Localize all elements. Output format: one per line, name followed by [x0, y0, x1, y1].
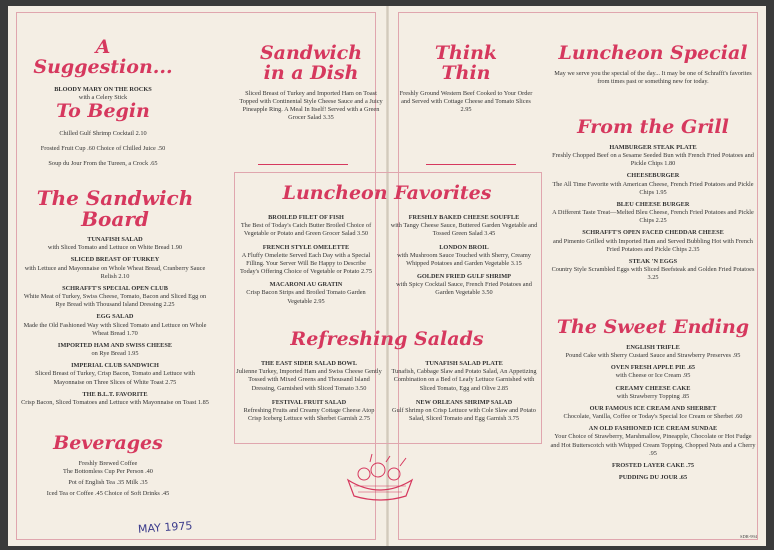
favorites-right-column	[390, 214, 538, 303]
special-title: Luncheon Special	[558, 42, 748, 64]
suggestion-item: BLOODY MARY ON THE ROCKS	[54, 85, 152, 93]
favorites-left-column	[236, 214, 376, 311]
menu-item	[236, 281, 376, 306]
salads-right-column	[390, 360, 538, 429]
menu-item-name: IMPORTED HAM AND SWISS CHEESE	[57, 341, 173, 349]
menu-item-name: THE B.L.T. FAVORITE	[82, 390, 148, 398]
handwritten-note: MAY 1975	[137, 519, 193, 536]
menu-item	[550, 201, 756, 226]
menu-item-name: FRENCH STYLE OMELETTE	[262, 243, 350, 251]
menu-item-name: HAMBURGER STEAK PLATE	[609, 143, 697, 151]
menu-item-name: MACARONI AU GRATIN	[269, 281, 343, 289]
menu-item-name: CREAMY CHEESE CAKE	[615, 384, 691, 392]
menu-item	[390, 244, 538, 269]
menu-item-name: CHEESEBURGER	[626, 172, 680, 180]
menu-item	[550, 172, 756, 197]
menu-item-name: BLEU CHEESE BURGER	[616, 200, 690, 208]
menu-item-desc: and Pimento Grilled with Imported Ham and Served Bubbling Hot with French Fried Potatoes and Pickle Chips 2.35	[553, 237, 753, 253]
beverages-title: Beverages	[53, 432, 163, 454]
menu-item-name: GOLDEN FRIED GULF SHRIMP	[416, 273, 512, 281]
menu-item-desc: Pound Cake with Sherry Custard Sauce and Strawberry Preserves .95	[565, 352, 741, 360]
sandwich-dish-desc: Sliced Breast of Turkey and Imported Ham on Toast Topped with Continental Style Cheese Sauce and a Juicy Pineapple Ring. A Meal In Itself! Served with a Green Grocer Salad 3.35	[239, 89, 383, 122]
menu-item	[550, 364, 756, 380]
menu-item-desc: with Mushroom Sauce Touched with Sherry, Creamy Whipped Potatoes and Garden Vegetable 3.15	[397, 251, 531, 267]
menu-item	[550, 385, 756, 401]
beverages-line-1: Freshly Brewed Coffee	[78, 459, 138, 467]
menu-item-name: TUNAFISH SALAD PLATE	[425, 360, 503, 367]
menu-item	[550, 258, 756, 283]
menu-item	[20, 285, 210, 310]
think-thin-desc: Freshly Ground Western Beef Cooked to Your Order and Served with Cottage Cheese and Tomato Slices 2.95	[399, 89, 533, 114]
menu-item-name: THE EAST SIDER SALAD BOWL	[260, 360, 358, 367]
menu-item-name: SCHRAFFT'S SPECIAL OPEN CLUB	[62, 284, 168, 292]
sweet-list	[550, 344, 756, 482]
menu-item-name: ENGLISH TRIFLE	[626, 343, 680, 351]
think-thin-section	[396, 44, 536, 114]
suggestion-desc: with a Celery Stick	[78, 94, 128, 102]
menu-item-desc: A Fluffy Omelette Served Each Day with a Special Filling. Your Server Will Be Happy to Describe Today's Offering Choice of Vegetable or Potato 2.75	[240, 251, 372, 276]
sandwich-dish-title-1: Sandwich	[259, 42, 363, 64]
flourish-left	[258, 164, 348, 165]
sandwich-board-section	[20, 188, 210, 411]
menu-item-desc: Julienne Turkey, Imported Ham and Swiss Cheese Gently Tossed with Mixed Greens and Thousand Island Dressing, Garnished with Sliced Tomato 3.50	[236, 368, 382, 392]
salads-title: Refreshing Salads	[290, 328, 484, 350]
beverages-line-4: Iced Tea or Coffee .45 Choice of Soft Drinks .45	[46, 490, 170, 498]
menu-item	[550, 344, 756, 360]
menu-item	[20, 256, 210, 281]
menu-item	[20, 342, 210, 358]
menu-item-desc: The All Time Favorite with American Cheese, French Fried Potatoes and Pickle Chips 1.95	[552, 180, 754, 196]
menu-item	[550, 229, 756, 254]
menu-item	[550, 462, 756, 470]
to-begin-line-3: Soup du Jour From the Tureen, a Crock .65	[48, 160, 158, 168]
menu-item	[550, 144, 756, 169]
menu-item-name: IMPERIAL CLUB SANDWICH	[71, 362, 159, 370]
favorites-title: Luncheon Favorites	[282, 182, 492, 204]
menu-item-desc: Freshly Chopped Beef on a Sesame Seeded Bun with French Fried Potatoes and Pickle Chips 1.80	[552, 152, 754, 168]
grill-list	[550, 144, 756, 283]
menu-item-name: BROILED FILET OF FISH	[268, 214, 344, 221]
special-desc: May we serve you the special of the day... It may be one of Schrafft's favorites from times past or something new for today.	[554, 69, 752, 86]
menu-item-desc: A Different Taste Treat—Melted Bleu Cheese, French Fried Potatoes and Pickle Chips 2.25	[552, 209, 754, 225]
menu-item	[236, 360, 382, 393]
menu-item-desc: with Strawberry Topping .85	[616, 392, 690, 400]
menu-item-desc: Country Style Scrambled Eggs with Sliced Beefsteak and Golden Fried Potatoes 3.25	[551, 266, 755, 282]
print-code: SDR-994	[740, 534, 758, 539]
menu-item-name: LONDON BROIL	[439, 243, 489, 251]
menu-item-desc: Refreshing Fruits and Creamy Cottage Cheese Atop Crisp Iceberg Lettuce with Sherbet Garnish 2.75	[243, 406, 375, 423]
menu-item-name: STEAK 'N EGGS	[628, 258, 678, 265]
fruit-basket-illustration	[340, 452, 420, 502]
menu-item-desc: Sliced Breast of Turkey, Crisp Bacon, Tomato and Lettuce with Mayonnaise on Three Slices of White Toast 2.75	[35, 370, 195, 386]
menu-item-desc: Gulf Shrimp on Crisp Lettuce with Cole Slaw and Potato Salad, Sliced Tomato and Egg Garnish 3.75	[392, 406, 536, 423]
menu-item-desc: White Meat of Turkey, Swiss Cheese, Tomato, Bacon and Sliced Egg on Rye Bread with Thousand Island Dressing 2.25	[23, 293, 207, 309]
menu-item	[390, 399, 538, 424]
menu-item-desc: on Rye Bread 1.95	[91, 350, 139, 358]
menu-item-name: FESTIVAL FRUIT SALAD	[271, 398, 347, 406]
menu-item-desc: with Sliced Tomato and Lettuce on White Bread 1.90	[47, 244, 183, 252]
sweet-title: The Sweet Ending	[556, 316, 750, 338]
think-thin-title-1: Think	[434, 42, 498, 64]
to-begin-line-1: Chilled Gulf Shrimp Cocktail 2.10	[59, 129, 147, 137]
menu-item	[236, 399, 382, 424]
special-section	[550, 44, 756, 86]
menu-item	[550, 474, 756, 482]
sandwich-board-title-2: Board	[81, 207, 149, 231]
menu-item-name: SCHRAFFT'S OPEN FACED CHEDDAR CHEESE	[582, 229, 724, 237]
menu-sheet	[8, 6, 766, 546]
menu-item	[390, 360, 538, 393]
menu-item-name: NEW ORLEANS SHRIMP SALAD	[415, 398, 513, 406]
suggestion-title: A Suggestion...	[33, 36, 173, 78]
beverages-section	[28, 434, 188, 499]
menu-item-name: OUR FAMOUS ICE CREAM AND SHERBET	[589, 404, 717, 412]
menu-item-name: FROSTED LAYER CAKE .75	[612, 462, 694, 469]
menu-item	[236, 214, 376, 239]
sandwich-dish-section	[236, 44, 386, 123]
menu-item	[20, 391, 210, 407]
suggestion-section	[28, 38, 178, 102]
menu-item-desc: Crisp Bacon Strips and Broiled Tomato Garden Vegetable 2.95	[246, 289, 366, 305]
grill-title: From the Grill	[577, 116, 729, 138]
menu-item	[390, 214, 538, 239]
menu-item-desc: with Tangy Cheese Sauce, Buttered Garden Vegetable and Tossed Green Salad 3.45	[390, 222, 538, 238]
menu-item-desc: Your Choice of Strawberry, Marshmallow, Pineapple, Chocolate or Hot Fudge and Hot Butterscotch with Whipped Cream Topping, Chopped Nuts and a Cherry .95	[550, 433, 756, 457]
grill-section	[550, 118, 756, 287]
menu-item-desc: The Best of Today's Catch Butter Broiled Choice of Vegetable or Potato and Green Grocer Salad 3.50	[240, 222, 372, 238]
sandwich-dish-title-2: in a Dish	[263, 61, 359, 84]
menu-item-desc: Chocolate, Vanilla, Coffee or Today's Special Ice Cream or Sherbet .60	[563, 413, 743, 421]
menu-item-name: SLICED BREAST OF TURKEY	[70, 256, 160, 264]
menu-item	[236, 244, 376, 277]
flourish-right	[426, 164, 516, 165]
menu-item-name: PUDDING DU JOUR .65	[618, 474, 688, 482]
beverages-line-2: The Bottomless Cup Per Person .40	[63, 468, 153, 476]
menu-item	[550, 425, 756, 458]
salads-left-column	[236, 360, 382, 429]
sandwich-board-list	[20, 236, 210, 407]
menu-item-desc: with Cheese or Ice Cream .95	[615, 372, 691, 380]
sweet-section	[550, 318, 756, 486]
menu-item	[20, 313, 210, 338]
to-begin-section	[28, 102, 178, 168]
menu-item-desc: Crisp Bacon, Sliced Tomatoes and Lettuce with Mayonnaise on Toast 1.85	[21, 398, 209, 406]
menu-item	[20, 362, 210, 387]
menu-item	[390, 273, 538, 298]
menu-item	[550, 405, 756, 421]
to-begin-line-2: Frosted Fruit Cup .60 Choice of Chilled Juice .50	[40, 145, 166, 153]
menu-item-desc: Made the Old Fashioned Way with Sliced Tomato and Lettuce on Whole Wheat Bread 1.70	[23, 321, 207, 337]
menu-item-desc: with Spicy Cocktail Sauce, French Fried Potatoes and Garden Vegetable 3.50	[396, 281, 532, 297]
to-begin-title: To Begin	[56, 100, 150, 122]
menu-item-desc: with Lettuce and Mayonnaise on Whole Wheat Bread, Cranberry Sauce Relish 2.10	[24, 264, 206, 280]
menu-item-name: FRESHLY BAKED CHEESE SOUFFLE	[408, 214, 520, 221]
menu-item	[20, 236, 210, 252]
menu-item-name: OVEN FRESH APPLE PIE .65	[610, 364, 696, 372]
beverages-line-3: Pot of English Tea .35 Milk .35	[68, 479, 148, 487]
menu-item-name: TUNAFISH SALAD	[87, 236, 143, 243]
think-thin-title-2: Thin	[441, 61, 491, 84]
menu-item-desc: Tunafish, Cabbage Slaw and Potato Salad, An Appetizing Combination on a Bed of Leafy Lettuce Garnished with Sliced Tomato, Egg and Olive 2.85	[391, 368, 537, 392]
menu-item-name: EGG SALAD	[96, 313, 134, 321]
sandwich-board-title-1: The Sandwich	[36, 186, 194, 210]
menu-item-name: AN OLD FASHIONED ICE CREAM SUNDAE	[588, 425, 718, 433]
